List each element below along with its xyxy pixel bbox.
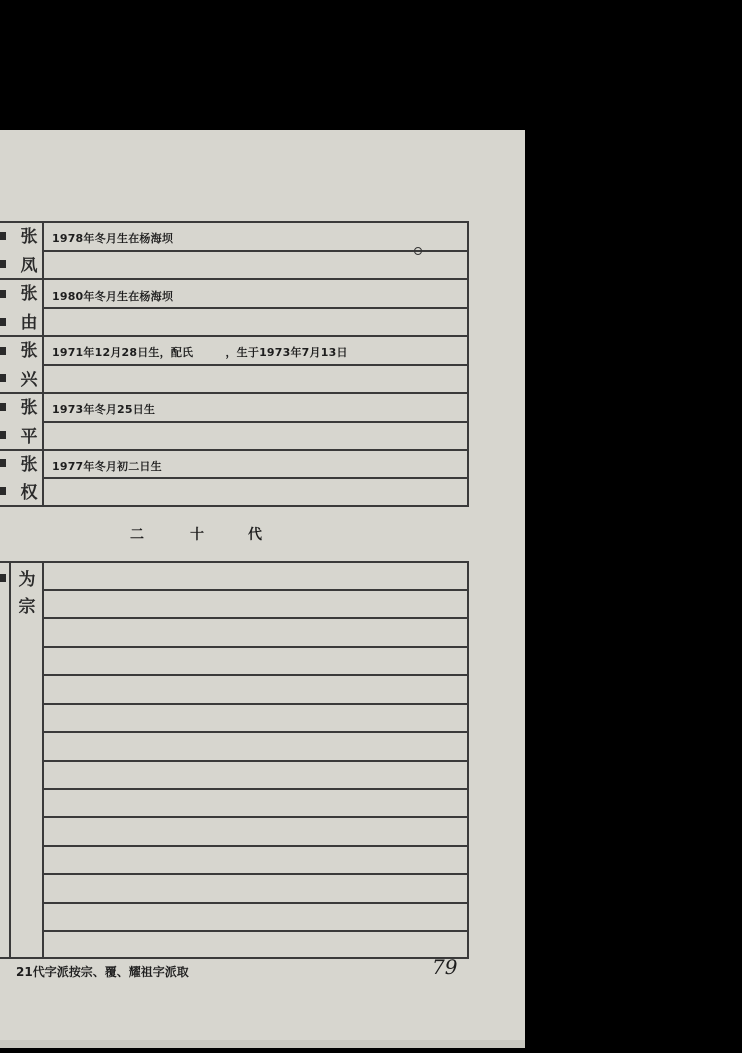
record-4-name-char-1: 张 <box>20 398 38 418</box>
row-rule <box>42 364 469 366</box>
record-3-name-char-2: 兴 <box>20 370 38 390</box>
row-rule <box>42 307 469 309</box>
lower-rule <box>42 731 469 733</box>
ink-dot <box>414 247 422 255</box>
lower-table-bottom-rule <box>0 957 469 959</box>
lower-rule <box>42 646 469 648</box>
record-rule <box>0 278 469 280</box>
record-4-name-char-2: 平 <box>20 427 38 447</box>
edge-mark <box>0 374 6 382</box>
edge-mark <box>0 347 6 355</box>
edge-mark <box>0 260 6 268</box>
edge-mark <box>0 459 6 467</box>
lower-rule <box>42 703 469 705</box>
record-5-name-char-2: 权 <box>20 483 38 503</box>
page-edge <box>0 1040 525 1048</box>
record-2-name-char-1: 张 <box>20 284 38 304</box>
generation-title-char-1: 二 <box>130 527 144 543</box>
edge-mark <box>0 431 6 439</box>
lower-rule <box>42 674 469 676</box>
record-rule <box>0 335 469 337</box>
edge-mark <box>0 290 6 298</box>
record-1-name-char-2: 凤 <box>20 256 38 276</box>
generation-title-char-3: 代 <box>248 527 262 543</box>
document-page <box>0 130 525 1045</box>
lower-rule <box>42 589 469 591</box>
record-1-entry: 1978年冬月生在杨海坝 <box>52 232 174 245</box>
record-1-name-char-1: 张 <box>20 227 38 247</box>
record-2-entry: 1980年冬月生在杨海坝 <box>52 290 174 303</box>
lower-rule <box>42 788 469 790</box>
lower-table-top-rule <box>0 561 469 563</box>
generation-name-char-2: 宗 <box>18 597 36 617</box>
lower-rule <box>42 873 469 875</box>
lower-rule <box>42 617 469 619</box>
page-number: 79 <box>432 955 458 979</box>
lower-rule <box>42 845 469 847</box>
generation-name-char-1: 为 <box>18 570 36 590</box>
table-bottom-rule <box>0 505 469 507</box>
edge-mark <box>0 574 6 582</box>
edge-mark <box>0 232 6 240</box>
edge-mark <box>0 487 6 495</box>
row-rule <box>42 421 469 423</box>
record-4-entry: 1973年冬月25日生 <box>52 403 156 416</box>
lower-rule <box>42 760 469 762</box>
record-5-name-char-1: 张 <box>20 455 38 475</box>
lower-rule <box>42 902 469 904</box>
edge-mark <box>0 403 6 411</box>
lower-rule <box>42 816 469 818</box>
record-rule <box>0 392 469 394</box>
record-3-entry: 1971年12月28日生，配氏 ，生于1973年7月13日 <box>52 346 348 359</box>
table-top-rule <box>0 221 469 223</box>
record-2-name-char-2: 由 <box>20 313 38 333</box>
record-5-entry: 1977年冬月初二日生 <box>52 460 162 473</box>
lower-left-rule <box>9 561 11 958</box>
row-rule <box>42 250 469 252</box>
footnote: 21代字派按宗、覆、耀祖字派取 <box>16 965 189 979</box>
edge-mark <box>0 318 6 326</box>
generation-title-char-2: 十 <box>190 527 204 543</box>
record-rule <box>0 449 469 451</box>
row-rule <box>42 477 469 479</box>
lower-rule <box>42 930 469 932</box>
record-3-name-char-1: 张 <box>20 341 38 361</box>
